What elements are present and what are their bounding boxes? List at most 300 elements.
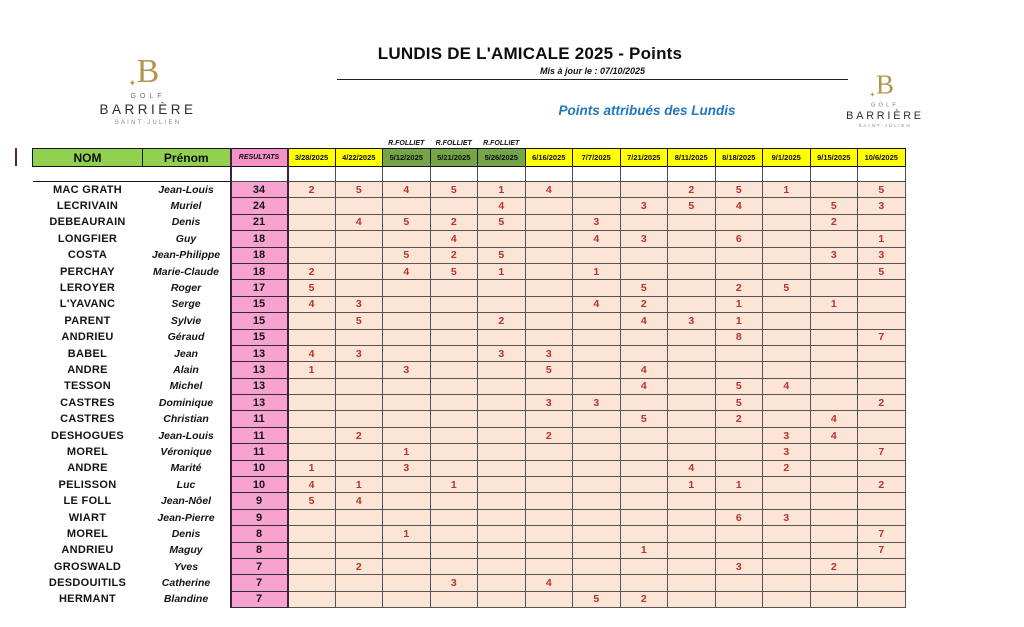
point-cell	[810, 395, 858, 411]
point-cell	[573, 477, 621, 493]
point-cell	[335, 198, 383, 214]
point-cell	[383, 313, 431, 329]
resultat-cell: 34	[231, 182, 288, 198]
point-cell	[525, 493, 573, 509]
column-header-date: 9/1/2025	[763, 149, 811, 167]
table-row	[33, 591, 906, 607]
point-cell	[430, 395, 478, 411]
point-cell	[810, 444, 858, 460]
logo-brand-label: BARRIÈRE	[846, 109, 924, 122]
table-row	[33, 182, 906, 198]
point-cell: 4	[620, 362, 668, 378]
point-cell	[335, 395, 383, 411]
folliet-empty-cell	[620, 139, 668, 149]
folliet-empty-cell	[288, 139, 336, 149]
column-header-date: 7/21/2025	[620, 149, 668, 167]
point-cell	[525, 558, 573, 574]
point-cell: 5	[763, 280, 811, 296]
point-cell	[525, 378, 573, 394]
point-cell: 2	[478, 313, 526, 329]
nom-cell: COSTA	[67, 249, 108, 262]
resultat-cell: 7	[231, 591, 288, 607]
point-cell	[288, 427, 336, 443]
point-cell	[573, 329, 621, 345]
point-cell	[810, 313, 858, 329]
point-cell	[810, 329, 858, 345]
point-cell	[763, 214, 811, 230]
point-cell	[335, 444, 383, 460]
point-cell: 2	[430, 247, 478, 263]
point-cell	[335, 362, 383, 378]
point-cell	[620, 558, 668, 574]
point-cell	[335, 263, 383, 279]
point-cell	[383, 427, 431, 443]
point-cell: 1	[478, 182, 526, 198]
point-cell	[335, 411, 383, 427]
point-cell	[715, 460, 763, 476]
point-cell	[430, 591, 478, 607]
point-cell	[573, 247, 621, 263]
point-cell: 4	[288, 477, 336, 493]
point-cell: 5	[335, 313, 383, 329]
point-cell	[573, 575, 621, 591]
logo-star-icon: ✦	[869, 90, 876, 99]
folliet-note-row	[33, 139, 906, 149]
point-cell: 5	[478, 247, 526, 263]
point-cell	[478, 591, 526, 607]
resultat-cell: 9	[231, 493, 288, 509]
nom-cell: ANDRIEU	[61, 331, 114, 344]
point-cell: 3	[573, 214, 621, 230]
table-row	[33, 329, 906, 345]
point-cell: 4	[525, 182, 573, 198]
point-cell	[430, 509, 478, 525]
point-cell	[668, 329, 716, 345]
table-row	[33, 542, 906, 558]
prenom-cell: Jean-Louis	[143, 182, 231, 198]
logo-golf-label: GOLF	[870, 102, 900, 108]
column-header-date: 7/7/2025	[573, 149, 621, 167]
point-cell	[668, 493, 716, 509]
point-cell	[668, 575, 716, 591]
table-header-row	[33, 149, 906, 167]
point-cell	[763, 542, 811, 558]
point-cell	[668, 542, 716, 558]
point-cell	[668, 280, 716, 296]
point-cell: 5	[858, 263, 906, 279]
point-cell	[430, 362, 478, 378]
resultat-cell: 8	[231, 526, 288, 542]
point-cell	[383, 231, 431, 247]
point-cell	[478, 509, 526, 525]
point-cell	[525, 313, 573, 329]
column-header-date: 5/21/2025	[430, 149, 478, 167]
header-divider	[337, 79, 848, 80]
column-header-date: 8/18/2025	[715, 149, 763, 167]
nom-cell: LONGFIER	[57, 232, 118, 245]
point-cell	[620, 427, 668, 443]
point-cell	[383, 395, 431, 411]
folliet-empty-cell	[810, 139, 858, 149]
point-cell: 4	[335, 493, 383, 509]
point-cell: 2	[763, 460, 811, 476]
point-cell	[763, 395, 811, 411]
point-cell	[335, 460, 383, 476]
point-cell: 1	[478, 263, 526, 279]
point-cell	[573, 427, 621, 443]
point-cell	[810, 280, 858, 296]
folliet-empty-cell	[525, 139, 573, 149]
logo-city-label: SAINT-JULIEN	[858, 124, 912, 129]
folliet-empty-cell	[335, 139, 383, 149]
point-cell: 7	[858, 444, 906, 460]
point-cell	[383, 411, 431, 427]
point-cell	[715, 362, 763, 378]
point-cell: 4	[288, 296, 336, 312]
point-cell: 5	[288, 493, 336, 509]
point-cell	[810, 460, 858, 476]
point-cell	[335, 526, 383, 542]
point-cell: 6	[715, 231, 763, 247]
point-cell	[478, 378, 526, 394]
point-cell	[620, 526, 668, 542]
point-cell	[335, 509, 383, 525]
point-cell	[288, 378, 336, 394]
point-cell	[430, 329, 478, 345]
updated-date-label: Mis à jour le : 07/10/2025	[539, 66, 646, 76]
point-cell: 1	[335, 477, 383, 493]
point-cell	[858, 345, 906, 361]
point-cell	[763, 329, 811, 345]
resultat-cell: 17	[231, 280, 288, 296]
point-cell: 1	[573, 263, 621, 279]
prenom-cell: Yves	[173, 560, 199, 573]
point-cell	[525, 247, 573, 263]
point-cell	[525, 477, 573, 493]
point-cell	[620, 263, 668, 279]
point-cell	[620, 493, 668, 509]
point-cell	[430, 444, 478, 460]
point-cell	[715, 263, 763, 279]
logo-brand-label: BARRIÈRE	[99, 102, 197, 117]
point-cell	[715, 493, 763, 509]
point-cell	[763, 591, 811, 607]
point-cell	[478, 542, 526, 558]
point-cell	[620, 509, 668, 525]
table-row	[33, 444, 906, 460]
point-cell	[573, 460, 621, 476]
point-cell	[383, 345, 431, 361]
point-cell	[573, 542, 621, 558]
prenom-cell: Véronique	[160, 445, 212, 458]
nom-cell: TESSON	[63, 380, 112, 393]
point-cell	[478, 296, 526, 312]
nom-cell: MOREL	[66, 527, 109, 540]
point-cell	[288, 575, 336, 591]
point-cell: 2	[335, 558, 383, 574]
point-cell: 7	[858, 542, 906, 558]
point-cell: 3	[810, 247, 858, 263]
point-cell: 3	[763, 444, 811, 460]
point-cell	[715, 542, 763, 558]
logo-monogram: B ✦	[128, 53, 160, 90]
point-cell	[763, 263, 811, 279]
point-cell	[288, 591, 336, 607]
point-cell	[383, 542, 431, 558]
point-cell: 3	[715, 558, 763, 574]
spacer-grid-cell	[430, 167, 478, 182]
point-cell	[478, 526, 526, 542]
prenom-cell: Dominique	[158, 396, 214, 409]
prenom-cell: Jean	[174, 347, 198, 360]
point-cell: 4	[668, 460, 716, 476]
point-cell	[335, 542, 383, 558]
point-cell	[763, 231, 811, 247]
point-cell	[810, 345, 858, 361]
table-row	[33, 345, 906, 361]
point-cell: 3	[383, 362, 431, 378]
point-cell: 5	[573, 591, 621, 607]
point-cell	[858, 362, 906, 378]
point-cell: 4	[715, 198, 763, 214]
point-cell: 2	[525, 427, 573, 443]
spacer-name-cell	[33, 167, 231, 182]
point-cell: 2	[288, 263, 336, 279]
point-cell	[430, 313, 478, 329]
point-cell	[430, 378, 478, 394]
column-header-date: 9/15/2025	[810, 149, 858, 167]
point-cell	[430, 345, 478, 361]
point-cell: 4	[335, 214, 383, 230]
point-cell: 4	[573, 296, 621, 312]
logo-monogram: B ✦	[869, 70, 895, 100]
point-cell	[858, 411, 906, 427]
point-cell	[335, 378, 383, 394]
resultat-cell: 11	[231, 444, 288, 460]
prenom-cell: Jean-Louis	[158, 429, 214, 442]
point-cell	[478, 231, 526, 247]
point-cell: 7	[858, 526, 906, 542]
column-header-date: 3/28/2025	[288, 149, 336, 167]
point-cell	[620, 575, 668, 591]
nom-cell: LEROYER	[59, 282, 116, 295]
point-cell	[478, 575, 526, 591]
point-cell	[573, 345, 621, 361]
point-cell: 5	[288, 280, 336, 296]
point-cell: 5	[810, 198, 858, 214]
nom-cell: ANDRE	[67, 462, 108, 475]
point-cell: 5	[620, 411, 668, 427]
point-cell	[715, 247, 763, 263]
point-cell	[763, 198, 811, 214]
point-cell	[573, 526, 621, 542]
point-cell	[478, 427, 526, 443]
point-cell: 1	[810, 296, 858, 312]
nom-cell: MAC GRATH	[33, 182, 143, 198]
point-cell: 5	[430, 182, 478, 198]
point-cell: 2	[668, 182, 716, 198]
golf-barriere-logo-right	[843, 72, 928, 129]
point-cell	[573, 378, 621, 394]
point-cell: 1	[430, 477, 478, 493]
point-cell: 1	[383, 444, 431, 460]
point-cell	[288, 411, 336, 427]
point-cell	[383, 329, 431, 345]
resultat-cell: 10	[231, 460, 288, 476]
logo-star-icon: ✦	[128, 78, 137, 88]
point-cell	[573, 280, 621, 296]
column-header-nom: NOM	[33, 149, 143, 167]
point-cell	[430, 558, 478, 574]
nom-cell: ANDRIEU	[61, 544, 114, 557]
nom-cell: PERCHAY	[60, 265, 115, 278]
point-cell	[668, 345, 716, 361]
table-row	[33, 411, 906, 427]
resultat-cell: 7	[231, 558, 288, 574]
point-cell: 2	[430, 214, 478, 230]
folliet-note-label: R.FOLLIET	[483, 140, 520, 147]
point-cell	[858, 296, 906, 312]
point-cell	[763, 345, 811, 361]
prenom-cell: Jean-Philippe	[151, 249, 221, 262]
resultat-cell: 21	[231, 214, 288, 230]
point-cell	[478, 477, 526, 493]
point-cell	[478, 444, 526, 460]
prenom-cell: Marité	[170, 462, 202, 475]
prenom-cell: Denis	[171, 527, 201, 540]
point-cell	[288, 444, 336, 460]
spacer-grid-cell	[335, 167, 383, 182]
point-cell	[383, 477, 431, 493]
point-cell	[858, 575, 906, 591]
point-cell	[525, 329, 573, 345]
point-cell	[668, 526, 716, 542]
point-cell	[573, 558, 621, 574]
point-cell: 4	[763, 378, 811, 394]
point-cell: 1	[858, 231, 906, 247]
point-cell: 3	[525, 395, 573, 411]
point-cell	[715, 345, 763, 361]
spacer-grid-cell	[383, 167, 431, 182]
point-cell	[810, 477, 858, 493]
point-cell: 1	[668, 477, 716, 493]
resultat-cell: 9	[231, 509, 288, 525]
point-cell	[620, 329, 668, 345]
resultat-cell: 10	[231, 477, 288, 493]
table-row	[33, 263, 906, 279]
column-header-resultats: RESULTATS	[231, 149, 288, 167]
point-cell	[715, 427, 763, 443]
resultat-cell: 13	[231, 362, 288, 378]
point-cell	[858, 460, 906, 476]
prenom-cell: Roger	[170, 282, 202, 295]
point-cell	[620, 247, 668, 263]
point-cell: 4	[525, 575, 573, 591]
point-cell	[858, 591, 906, 607]
point-cell	[620, 444, 668, 460]
resultat-cell: 13	[231, 378, 288, 394]
point-cell	[525, 296, 573, 312]
nom-cell: DESDOUITILS	[48, 577, 127, 590]
prenom-cell: Blandine	[163, 593, 209, 606]
folliet-note-label: R.FOLLIET	[435, 140, 472, 147]
point-cell	[430, 411, 478, 427]
point-cell	[288, 247, 336, 263]
nom-cell: DEBEAURAIN	[49, 216, 126, 229]
table-row	[33, 575, 906, 591]
resultat-cell: 13	[231, 345, 288, 361]
point-cell	[383, 378, 431, 394]
point-cell: 2	[810, 558, 858, 574]
table-row	[33, 427, 906, 443]
column-header-prenom: Prénom	[143, 149, 231, 167]
table-row	[33, 493, 906, 509]
point-cell	[525, 542, 573, 558]
point-cell: 3	[668, 313, 716, 329]
folliet-note-label: R.FOLLIET	[388, 140, 425, 147]
point-cell: 3	[763, 427, 811, 443]
point-cell	[810, 182, 858, 198]
point-cell: 8	[715, 329, 763, 345]
point-cell	[525, 444, 573, 460]
point-cell	[573, 493, 621, 509]
table-row	[33, 395, 906, 411]
point-cell: 5	[668, 198, 716, 214]
point-cell	[335, 575, 383, 591]
point-cell	[668, 509, 716, 525]
nom-cell: ANDRE	[67, 363, 108, 376]
point-cell	[478, 329, 526, 345]
point-cell: 2	[335, 427, 383, 443]
point-cell: 4	[430, 231, 478, 247]
prenom-cell: Michel	[169, 380, 203, 393]
spacer-grid-cell	[668, 167, 716, 182]
column-header-date: 5/26/2025	[478, 149, 526, 167]
point-cell	[430, 198, 478, 214]
point-cell	[383, 280, 431, 296]
point-cell: 2	[288, 182, 336, 198]
point-cell	[288, 198, 336, 214]
prenom-cell: Jean-Nôel	[160, 495, 212, 508]
point-cell	[525, 460, 573, 476]
point-cell	[525, 198, 573, 214]
point-cell: 4	[573, 231, 621, 247]
prenom-cell: Alain	[173, 363, 199, 376]
point-cell	[668, 362, 716, 378]
folliet-empty-cell	[33, 139, 288, 149]
point-cell	[288, 329, 336, 345]
prenom-cell: Maguy	[169, 544, 203, 557]
point-cell: 2	[620, 296, 668, 312]
point-cell: 1	[715, 477, 763, 493]
point-cell	[573, 362, 621, 378]
point-cell: 5	[383, 247, 431, 263]
nom-cell: MOREL	[66, 445, 109, 458]
point-cell: 4	[383, 263, 431, 279]
column-header-date: 10/6/2025	[858, 149, 906, 167]
resultat-cell: 18	[231, 263, 288, 279]
spacer-grid-cell	[288, 167, 336, 182]
prenom-cell: Christian	[163, 413, 209, 426]
nom-cell: LE FOLL	[63, 495, 112, 508]
table-row	[33, 362, 906, 378]
point-cell	[430, 526, 478, 542]
point-cell	[763, 313, 811, 329]
point-cell: 1	[383, 526, 431, 542]
resultat-cell: 13	[231, 395, 288, 411]
point-cell	[858, 313, 906, 329]
resultat-cell: 24	[231, 198, 288, 214]
